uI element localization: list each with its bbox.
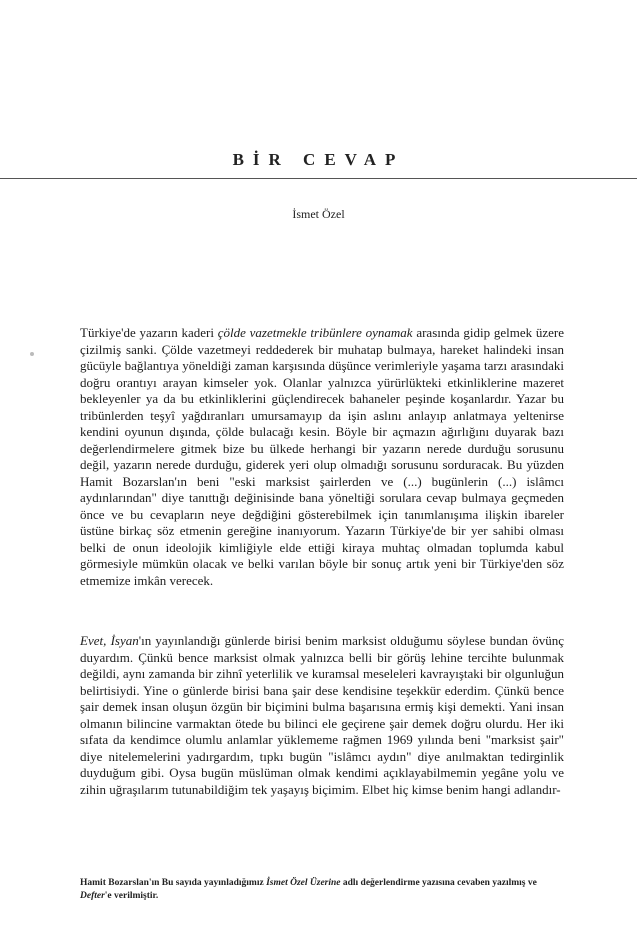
text-run: Türkiye'de yazarın kaderi	[80, 325, 218, 340]
italic-text-run: çölde vazetmekle tribünlere oynamak	[217, 325, 413, 340]
text-run: adlı değerlendirme yazısına cevaben yazılmış ve	[340, 878, 537, 888]
italic-text-run: Defter	[80, 891, 105, 901]
title-divider	[0, 178, 637, 179]
margin-dot	[30, 352, 34, 356]
italic-text-run: Evet, İsyan	[80, 633, 139, 648]
italic-text-run: İsmet Özel Üzerine	[266, 878, 341, 888]
body-paragraph-1	[80, 325, 564, 589]
body-paragraph-2	[80, 633, 564, 798]
text-run: 'ın yayınlandığı günlerde birisi benim marksist olduğumu söylese bundan övünç duyardım. Çünkü bence marksist olmak yalnızca belli bir görüş lehine tercihte bulunmak değildi, aynı zamanda bir zihnî yeterlilik ve kuramsal meseleleri kavrayıştaki bir olgunluğun belirtisiydi. Yine o günlerde birisi bana şair dese kendisine teşekkür ederdim. Çünkü bence şair demek insan oluşun özgün bir biçimini bulma başarısına ermiş kişi demekti. Yani insan olmanın bilincine varmaktan ötede bu bilinci ele geçirene şair demek doğru olurdu. Her iki sıfata da kendimce olumlu anlamlar yüklememe rağmen 1969 yılında beni "marksist şair" diye nitelemelerini yadırgardım, tıpkı bugün "islâmcı aydın" diye anılmaktan tedirginlik duyduğum gibi. Oysa bugün müslüman olmak kendimi açıklayabilmemin yegâne yolu ve zihin uğraşılarım tutunabildiğim tek yaşayış biçimim. Elbet hiç kimse benim hangi adlandır-	[80, 633, 564, 797]
text-run: Hamit Bozarslan'ın Bu sayıda yayınladığımız	[80, 878, 267, 888]
footnote	[80, 877, 564, 903]
text-run: 'e verilmiştir.	[104, 891, 159, 901]
article-author: İsmet Özel	[292, 207, 345, 221]
article-title: BİR CEVAP	[232, 150, 405, 169]
text-run: arasında gidip gelmek üzere çizilmiş sanki. Çölde vazetmeyi reddederek bir muhatap bulmaya, hareket halindeki insan gücüyle bağlantıya yöneldiği zaman karşısında düşünce verimleriyle yaşama tarzı arasındaki doğru orantıyı arayan kimseler yok. Olanlar yalnızca yürürlükteki etkinliklerine mazeret bekleyenler ya da bu etkinliklerini güçlendirecek bahaneler peşinde koşanlardır. Yazar bu tribünlerden teşyî yağdıranları umursamayıp da işin aslını anlayıp anlatmaya yeltenirse kendini oyunun dışında, çölde bulacağı kesin. Böyle bir açmazın ağırlığını duyarak bazı değerlendirmelere gitmek bize bu ülkede herhangi bir yazarın nerede durduğu sorusunu değil, yazarın nerede durduğu, giderek yeri olup olmadığı sorusunu sorduracak. Bu yüzden Hamit Bozarslan'ın beni "eski marksist şairlerden ve (...) bugünlerin (...) islâmcı aydınlarından" diye tanıttığı değinisinde bana yöneltiği sorulara cevap bulmaya geçmeden önce ve bu cevapların neye değdiğini gösterebilmek için tanımlanışıma ilişkin ibareler üstüne birkaç söz etmenin gereğine inanıyorum. Yazarın Türkiye'de bir yer sahibi olması belki de onun ideolojik kimliğiyle elde ettiği kiraya muhtaç olmadan toplumda kabul görmesiyle mümkün olacak ve belki varılan böyle bir sonuç artık yeni bir Türkiye'den söz etmemize imkân verecek.	[80, 325, 564, 588]
